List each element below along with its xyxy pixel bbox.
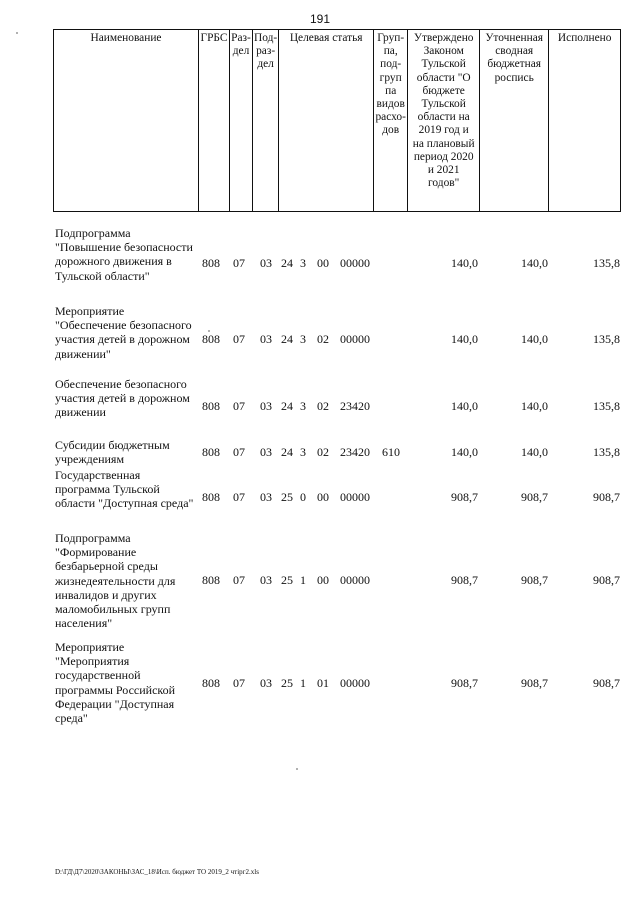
row-cs-subprogram: 3 — [300, 256, 306, 270]
row-utochnennaya: 908,7 — [521, 490, 548, 504]
row-grbs: 808 — [202, 573, 220, 587]
row-name: Мероприятие "Мероприятия государственной программы Российской Федерации "Доступная среда" — [55, 640, 176, 726]
row-utochnennaya: 140,0 — [521, 256, 548, 270]
row-ispolneno: 908,7 — [593, 676, 620, 690]
header-gruppa-vidov-rashodov: Груп- па, под- груп па видов расхо- дов — [374, 30, 408, 212]
row-cs-event: 00 — [317, 573, 329, 587]
header-ispolneno: Исполнено — [549, 30, 621, 212]
row-cs-direction: 00000 — [340, 573, 370, 587]
row-utochnennaya: 908,7 — [521, 573, 548, 587]
row-podrazdel: 03 — [260, 256, 272, 270]
row-cs-direction: 00000 — [340, 332, 370, 346]
row-cs-program: 24 — [281, 256, 293, 270]
header-name: Наименование — [54, 30, 199, 212]
row-cs-direction: 00000 — [340, 490, 370, 504]
file-path-footer: D:\ГД\Д7\2020\ЗАКОНЫ\ЗАС_18\Исп. бюджет ТО 2019_2 чтірг2.xls — [55, 868, 259, 876]
row-grbs: 808 — [202, 490, 220, 504]
row-ispolneno: 135,8 — [593, 256, 620, 270]
row-cs-subprogram: 0 — [300, 490, 306, 504]
row-grbs: 808 — [202, 332, 220, 346]
row-ispolneno: 135,8 — [593, 399, 620, 413]
row-cs-program: 25 — [281, 490, 293, 504]
row-utverzhdeno: 908,7 — [451, 573, 478, 587]
row-grbs: 808 — [202, 256, 220, 270]
row-cs-event: 02 — [317, 332, 329, 346]
row-grbs: 808 — [202, 399, 220, 413]
row-ispolneno: 135,8 — [593, 445, 620, 459]
scan-speck — [296, 768, 298, 770]
row-utochnennaya: 908,7 — [521, 676, 548, 690]
row-grbs: 808 — [202, 676, 220, 690]
row-cs-subprogram: 3 — [300, 399, 306, 413]
scan-speck — [208, 330, 210, 332]
row-name: Государственная программа Тульской области "Доступная среда" — [55, 468, 194, 511]
row-cs-direction: 00000 — [340, 676, 370, 690]
row-cs-event: 01 — [317, 676, 329, 690]
header-grbs: ГРБС — [199, 30, 230, 212]
row-razdel: 07 — [233, 676, 245, 690]
row-name: Обеспечение безопасного участия детей в дорожном движении — [55, 377, 190, 420]
row-cs-program: 25 — [281, 573, 293, 587]
row-ispolneno: 908,7 — [593, 490, 620, 504]
row-cs-program: 24 — [281, 445, 293, 459]
row-podrazdel: 03 — [260, 399, 272, 413]
row-utverzhdeno: 140,0 — [451, 399, 478, 413]
row-name: Подпрограмма "Формирование безбарьерной среды жизнедеятельности для инвалидов и других маломобильных групп населения" — [55, 531, 176, 631]
row-podrazdel: 03 — [260, 573, 272, 587]
row-cs-subprogram: 1 — [300, 676, 306, 690]
header-razdel: Раз- дел — [230, 30, 253, 212]
row-cs-subprogram: 3 — [300, 445, 306, 459]
row-cs-event: 02 — [317, 445, 329, 459]
row-cs-direction: 00000 — [340, 256, 370, 270]
header-utverzhdeno: Утверждено Законом Тульской области "О бюджете Тульской области на 2019 год и на плановый период 2020 и 2021 годов" — [408, 30, 480, 212]
row-utverzhdeno: 140,0 — [451, 332, 478, 346]
row-utverzhdeno: 908,7 — [451, 676, 478, 690]
row-name: Подпрограмма "Повышение безопасности дорожного движения в Тульской области" — [55, 226, 193, 283]
row-name: Мероприятие "Обеспечение безопасного участия детей в дорожном движении" — [55, 304, 192, 361]
row-podrazdel: 03 — [260, 490, 272, 504]
page-number: 191 — [309, 12, 331, 26]
row-utochnennaya: 140,0 — [521, 399, 548, 413]
row-ispolneno: 135,8 — [593, 332, 620, 346]
row-cs-direction: 23420 — [340, 399, 370, 413]
row-utochnennaya: 140,0 — [521, 332, 548, 346]
row-vr: 610 — [382, 445, 400, 459]
row-cs-event: 00 — [317, 256, 329, 270]
row-cs-direction: 23420 — [340, 445, 370, 459]
row-podrazdel: 03 — [260, 676, 272, 690]
row-razdel: 07 — [233, 256, 245, 270]
row-utverzhdeno: 140,0 — [451, 445, 478, 459]
row-cs-subprogram: 3 — [300, 332, 306, 346]
scan-speck — [16, 32, 18, 34]
row-name: Субсидии бюджетным учреждениям — [55, 438, 170, 467]
row-podrazdel: 03 — [260, 445, 272, 459]
row-cs-program: 25 — [281, 676, 293, 690]
header-podrazdel: Под- раз- дел — [253, 30, 279, 212]
row-grbs: 808 — [202, 445, 220, 459]
header-utochnennaya-rospis: Уточненная сводная бюджетная роспись — [480, 30, 549, 212]
row-ispolneno: 908,7 — [593, 573, 620, 587]
row-razdel: 07 — [233, 399, 245, 413]
row-cs-event: 00 — [317, 490, 329, 504]
row-utverzhdeno: 908,7 — [451, 490, 478, 504]
row-utochnennaya: 140,0 — [521, 445, 548, 459]
row-razdel: 07 — [233, 332, 245, 346]
row-razdel: 07 — [233, 445, 245, 459]
row-podrazdel: 03 — [260, 332, 272, 346]
row-razdel: 07 — [233, 573, 245, 587]
header-celevaya-statya: Целевая статья — [279, 30, 374, 212]
row-razdel: 07 — [233, 490, 245, 504]
row-cs-event: 02 — [317, 399, 329, 413]
row-cs-program: 24 — [281, 399, 293, 413]
row-cs-program: 24 — [281, 332, 293, 346]
row-cs-subprogram: 1 — [300, 573, 306, 587]
row-utverzhdeno: 140,0 — [451, 256, 478, 270]
